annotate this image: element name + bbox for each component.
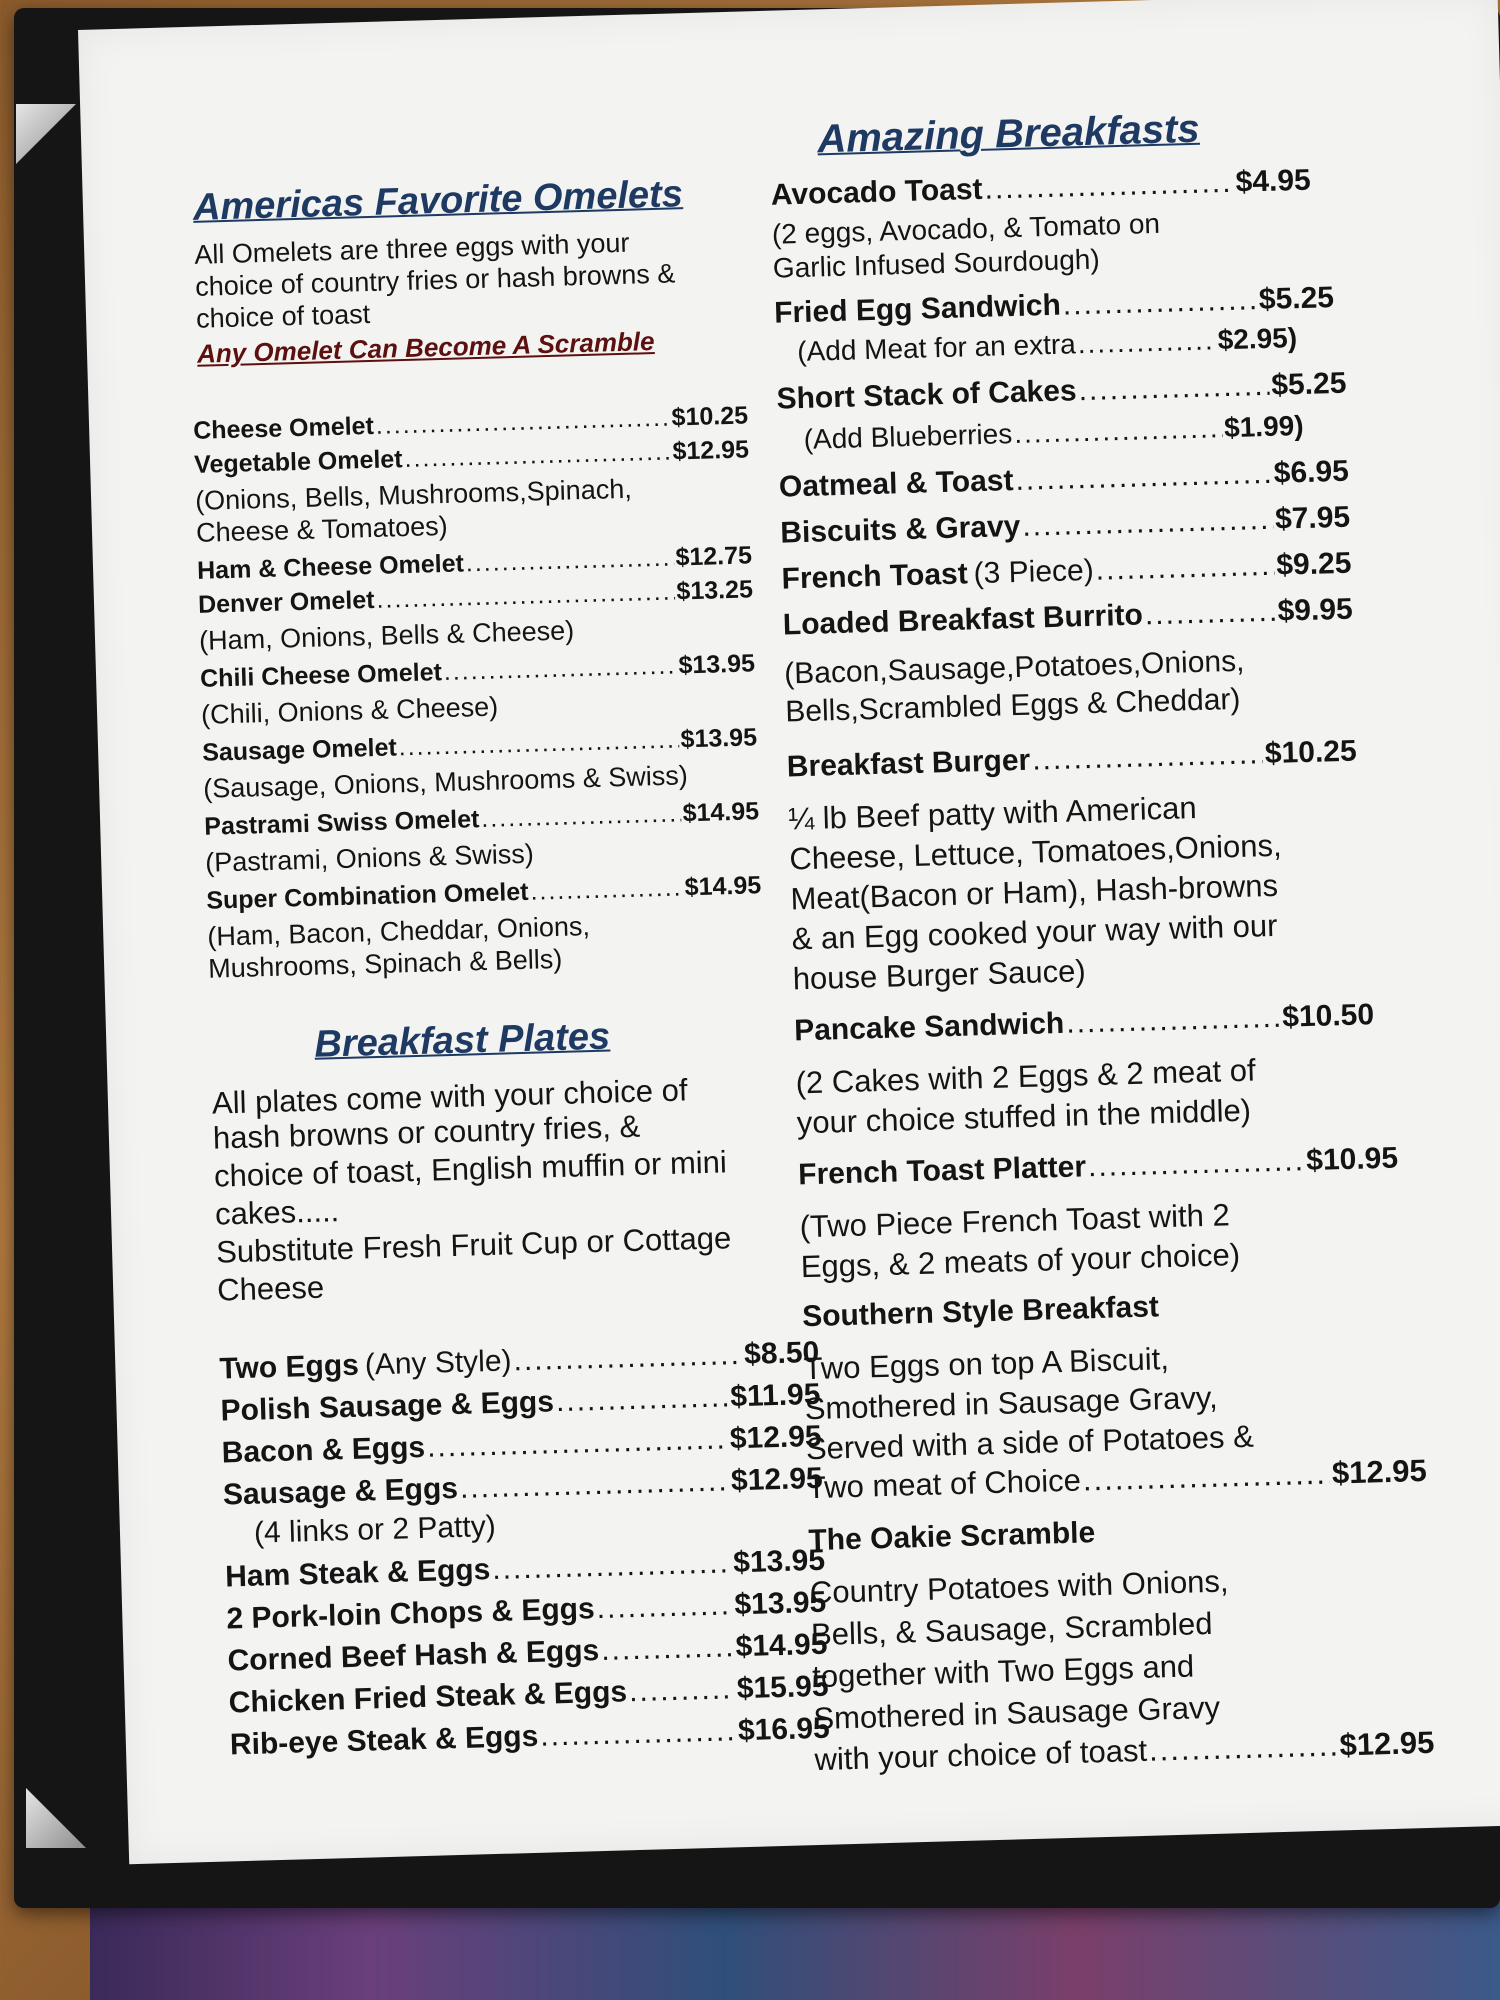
leader-dots (530, 873, 683, 906)
plates-intro-6: Cheese (216, 1269, 325, 1308)
item-name: Polish Sausage & Eggs (220, 1385, 555, 1428)
menu-item (227, 1628, 828, 1679)
item-name: 2 Pork-loin Chops & Eggs (225, 1592, 596, 1636)
item-name: The Oakie Scramble (808, 1516, 1096, 1558)
plates-intro-1: All plates come with your choice of (211, 1072, 688, 1121)
item-price: $14.95 (684, 871, 762, 902)
leader-dots (555, 1380, 728, 1419)
addon-label: (Add Meat for an extra (796, 328, 1077, 368)
plates-intro-3: choice of toast, English muffin or mini (213, 1144, 728, 1194)
item-name: Super Combination Omelet (205, 877, 529, 915)
breakfasts-title: Amazing Breakfasts (816, 106, 1201, 162)
plates-intro-2: hash browns or country fries, & (212, 1108, 641, 1156)
item-name: Chicken Fried Steak & Eggs (228, 1675, 628, 1720)
item-price: $13.95 (680, 723, 758, 754)
item-name: Vegetable Omelet (193, 445, 403, 479)
menu-item (779, 455, 1350, 505)
menu-item (780, 501, 1351, 551)
item-price: $4.95 (1235, 163, 1312, 199)
item-desc: (Bacon,Sausage,Potatoes,Onions, (783, 644, 1245, 691)
item-price: $10.25 (671, 401, 749, 432)
leader-dots (375, 404, 670, 441)
item-price: $13.25 (676, 575, 754, 606)
item-price: $14.95 (735, 1627, 828, 1664)
menu-item (776, 367, 1347, 417)
menu-item (204, 797, 760, 841)
leader-dots (459, 1464, 729, 1506)
item-name: Denver Omelet (197, 585, 375, 619)
item-name: Pancake Sandwich (793, 1006, 1065, 1048)
item-desc: Garlic Infused Sourdough) (772, 243, 1101, 284)
item-desc: Meat(Bacon or Ham), Hash-browns (790, 867, 1279, 917)
item-desc: (Chili, Onions & Cheese) (200, 691, 499, 730)
item-desc: (Two Piece French Toast with 2 (799, 1197, 1231, 1245)
item-desc: together with Two Eggs and (811, 1648, 1195, 1695)
item-price: $13.95 (678, 649, 756, 680)
item-price: $11.95 (729, 1377, 821, 1414)
item-price: $12.95 (729, 1419, 823, 1456)
menu-item (794, 998, 1375, 1048)
item-desc: Smothered in Sausage Gravy (812, 1689, 1221, 1737)
leader-dots (1088, 1144, 1305, 1184)
item-desc: Smothered in Sausage Gravy, (804, 1379, 1219, 1427)
plates-intro-4: cakes..... (214, 1193, 340, 1232)
leader-dots (1062, 283, 1257, 322)
item-name: Short Stack of Cakes (776, 374, 1078, 416)
item-name: Biscuits & Gravy (779, 509, 1021, 550)
item-desc: (Pastrami, Onions & Swiss) (204, 838, 535, 878)
menu-item (782, 593, 1353, 643)
plates-title: Breakfast Plates (313, 1015, 611, 1066)
addon-line (803, 410, 1304, 456)
item-desc: Cheese & Tomatoes) (195, 510, 449, 548)
menu-item (229, 1712, 830, 1763)
item-note: (3 Piece) (973, 553, 1095, 591)
leader-dots (540, 1714, 737, 1753)
item-name: Two Eggs (218, 1348, 360, 1386)
menu-item (219, 1336, 820, 1387)
item-name: Ham Steak & Eggs (224, 1553, 491, 1594)
plates-intro-5: Substitute Fresh Fruit Cup or Cottage (215, 1220, 732, 1270)
menu-item (781, 547, 1352, 597)
leader-dots (443, 652, 677, 687)
omelets-intro-2: choice of country fries or hash browns & (194, 258, 676, 302)
leader-dots (984, 166, 1234, 207)
item-desc: (Onions, Bells, Mushrooms,Spinach, (194, 473, 633, 516)
omelets-title: Americas Favorite Omelets (192, 173, 684, 229)
item-name: Southern Style Breakfast (801, 1290, 1160, 1334)
item-price: $5.25 (1258, 281, 1335, 317)
item-name: Corned Beef Hash & Eggs (227, 1634, 600, 1678)
item-name: Ham & Cheese Omelet (196, 549, 465, 585)
item-price: $9.25 (1275, 546, 1352, 582)
item-name: Cheese Omelet (192, 411, 375, 445)
item-price: $13.95 (732, 1543, 826, 1580)
omelets-intro-1: All Omelets are three eggs with your (193, 227, 630, 270)
leader-dots (404, 438, 671, 474)
item-price: $5.25 (1270, 366, 1347, 402)
item-desc: (4 links or 2 Patty) (253, 1509, 497, 1550)
menu-item (798, 1142, 1399, 1193)
leader-dots (601, 1630, 734, 1668)
item-price: $12.95 (1331, 1452, 1428, 1491)
item-note: (Any Style) (364, 1344, 512, 1382)
left-column (126, 10, 831, 1762)
item-price: $12.95 (1339, 1724, 1435, 1763)
item-desc: Eggs, & 2 meats of your choice) (800, 1237, 1241, 1285)
item-price: $12.75 (675, 541, 753, 572)
menu-item (223, 1462, 824, 1513)
item-price: $12.95 (672, 435, 750, 466)
item-name: French Toast Platter (797, 1150, 1087, 1192)
leader-dots (1022, 503, 1274, 544)
menu-item (200, 649, 756, 693)
item-desc: with your choice of toast (814, 1732, 1148, 1778)
item-price: $9.95 (1277, 592, 1354, 628)
leader-dots (1078, 369, 1270, 408)
leader-dots (596, 1588, 733, 1626)
addon-price: $1.99) (1223, 409, 1304, 444)
menu-item (226, 1586, 827, 1637)
leader-dots (1015, 457, 1272, 498)
item-price: $14.95 (682, 797, 760, 828)
item-name: Pastrami Swiss Omelet (203, 805, 480, 841)
item-desc: Two meat of Choice (806, 1462, 1082, 1506)
binder-corner-top (16, 104, 76, 164)
item-desc: & an Egg cooked your way with our (791, 907, 1278, 957)
menu-binder (14, 8, 1500, 1908)
leader-dots (1077, 324, 1216, 360)
item-name: Sausage & Eggs (222, 1471, 459, 1512)
item-name: Loaded Breakfast Burrito (782, 598, 1144, 642)
item-desc: (Ham, Bacon, Cheddar, Onions, (206, 911, 591, 952)
item-price: $8.50 (743, 1335, 820, 1371)
item-price: $12.95 (730, 1461, 824, 1498)
leader-dots (376, 578, 675, 615)
leader-dots (1095, 549, 1275, 588)
leader-dots (1066, 1001, 1281, 1041)
leader-dots (629, 1672, 736, 1709)
leader-dots (1032, 737, 1264, 777)
menu-item (221, 1420, 822, 1471)
item-desc: your choice stuffed in the middle) (796, 1092, 1252, 1141)
scramble-note: Any Omelet Can Become A Scramble (196, 326, 655, 369)
item-name: Bacon & Eggs (221, 1430, 426, 1470)
item-price: $16.95 (737, 1711, 831, 1748)
leader-dots (398, 726, 679, 763)
leader-dots (1014, 412, 1223, 450)
item-price: $7.95 (1274, 500, 1351, 536)
item-price: $10.50 (1281, 998, 1375, 1034)
addon-price: $2.95) (1217, 322, 1298, 356)
addon-label: (Add Blueberries (803, 418, 1013, 455)
menu-item (770, 164, 1311, 213)
menu-item (225, 1544, 826, 1595)
item-price: $13.95 (734, 1585, 827, 1622)
omelets-intro-3: choice of toast (195, 298, 371, 334)
item-name: Avocado Toast (770, 172, 983, 212)
item-price: $6.95 (1273, 454, 1350, 490)
item-desc: Bells,Scrambled Eggs & Cheddar) (784, 682, 1241, 729)
leader-dots (1144, 595, 1276, 633)
item-desc: Cheese, Lettuce, Tomatoes,Onions, (788, 827, 1283, 877)
item-desc: Country Potatoes with Onions, (809, 1563, 1229, 1611)
item-name: Chili Cheese Omelet (199, 658, 443, 693)
item-desc: (2 Cakes with 2 Eggs & 2 meat of (795, 1052, 1257, 1101)
leader-dots (513, 1338, 743, 1378)
item-name: Fried Egg Sandwich (773, 288, 1062, 330)
leader-dots (1082, 1456, 1330, 1499)
item-desc: Served with a side of Potatoes & (805, 1418, 1255, 1467)
item-desc: (Sausage, Onions, Mushrooms & Swiss) (202, 760, 689, 804)
item-desc: (2 eggs, Avocado, & Tomato on (771, 207, 1161, 250)
menu-item (220, 1378, 821, 1429)
item-desc: ¼ lb Beef patty with American (787, 790, 1198, 837)
item-desc: Mushrooms, Spinach & Bells) (207, 943, 563, 984)
leader-dots (1149, 1728, 1339, 1769)
menu-item (786, 735, 1357, 785)
item-name: Oatmeal & Toast (778, 464, 1014, 504)
item-name: Sausage Omelet (201, 733, 398, 767)
leader-dots (492, 1546, 732, 1587)
item-name: French Toast (781, 557, 969, 596)
item-desc: house Burger Sauce) (792, 953, 1087, 997)
binder-corner-bottom (26, 1788, 86, 1848)
leader-dots (427, 1422, 729, 1464)
addon-line (797, 322, 1298, 368)
menu-item (206, 871, 762, 915)
leader-dots (465, 544, 673, 579)
item-price: $15.95 (736, 1669, 829, 1706)
item-desc: Two Eggs on top A Biscuit, (803, 1341, 1170, 1387)
item-price: $10.95 (1305, 1141, 1399, 1178)
item-name: Rib-eye Steak & Eggs (229, 1719, 539, 1762)
item-name: Breakfast Burger (786, 743, 1031, 784)
menu-page (78, 0, 1500, 1864)
item-price: $10.25 (1264, 734, 1358, 771)
leader-dots (481, 799, 681, 834)
menu-item (228, 1670, 829, 1721)
item-desc: Bells, & Sausage, Scrambled (810, 1605, 1213, 1653)
item-desc: (Ham, Onions, Bells & Cheese) (198, 615, 575, 656)
